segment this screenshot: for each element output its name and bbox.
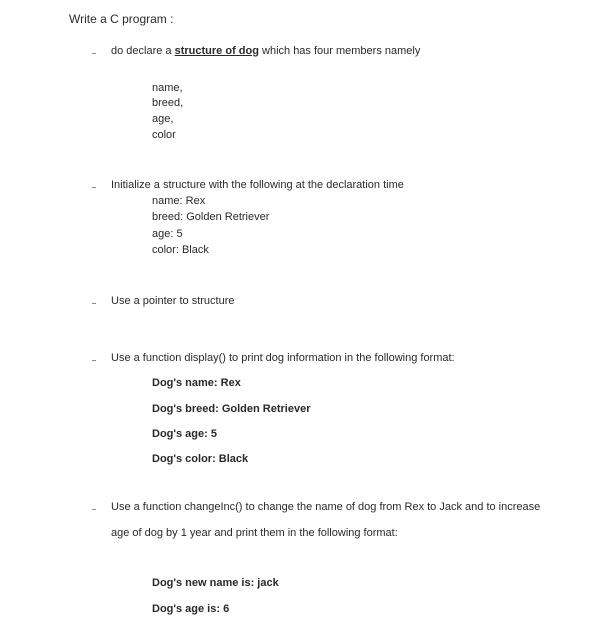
display-format-line: Dog's breed: Golden Retriever [152,403,311,415]
structure-of-dog-highlight: structure of dog [174,45,259,57]
heading: Write a C program : [69,12,174,26]
bullet-5-text-line-2: age of dog by 1 year and print them in the following format: [111,527,398,539]
member-item: name, [152,82,183,94]
bullet-5-text-line-1: Use a function changeInc() to change the name of dog from Rex to Jack and to increase [111,501,541,513]
init-line: name: Rex [152,195,206,207]
bullet-marker-5 [92,509,96,510]
bullet-2-text: Initialize a structure with the following at the declaration time [111,179,404,191]
init-line: color: Black [152,244,209,256]
bullet-3-text: Use a pointer to structure [111,295,235,307]
display-format-line: Dog's name: Rex [152,377,241,389]
init-line: breed: Golden Retriever [152,211,270,223]
bullet-4-text: Use a function display() to print dog information in the following format: [111,352,455,364]
member-item: age, [152,113,174,125]
display-format-line: Dog's age: 5 [152,428,217,440]
init-line: age: 5 [152,228,183,240]
bullet-marker-4 [92,360,96,361]
change-format-line: Dog's age is: 6 [152,603,230,615]
member-item: breed, [152,97,184,109]
display-format-line: Dog's color: Black [152,453,249,465]
bullet-marker-2 [92,187,96,188]
bullet-marker-3 [92,303,96,304]
change-format-line: Dog's new name is: jack [152,577,279,589]
bullet-1-text: do declare a structure of dog which has four members namely [111,45,421,57]
bullet-marker-1 [92,53,96,54]
member-item: color [152,129,176,141]
